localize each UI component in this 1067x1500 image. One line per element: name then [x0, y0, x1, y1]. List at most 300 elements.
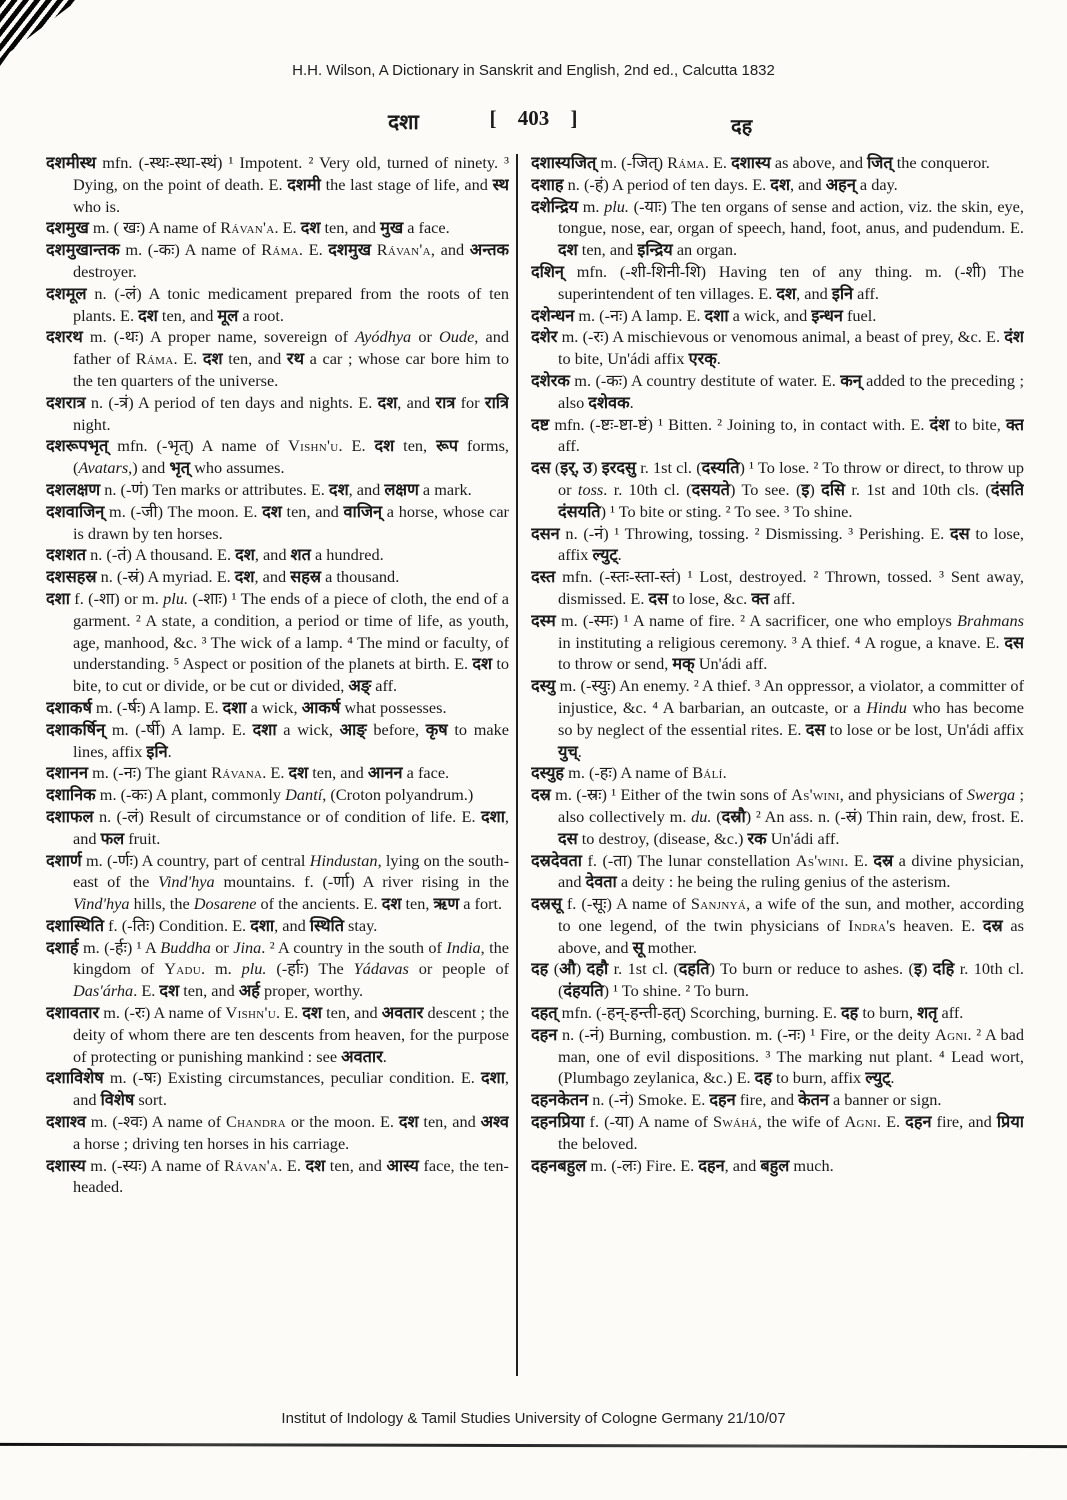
definition-text: . E. — [262, 763, 289, 783]
definition-text: . E. — [844, 850, 874, 870]
devanagari-text: दस्त — [531, 567, 556, 587]
definition-text: , the kingdom of — [73, 937, 509, 979]
dictionary-entry — [46, 544, 509, 566]
definition-text: m. (-नः) A lamp. E. — [574, 305, 705, 325]
definition-text: ) To burn or reduce to ashes. ( — [709, 959, 914, 979]
definition-text: . E. — [298, 240, 329, 260]
devanagari-text: अन्तक — [469, 240, 509, 260]
devanagari-text: फल — [100, 828, 125, 848]
definition-text: ) ¹ To shine. ² To burn. — [603, 981, 749, 1001]
devanagari-text: दशेवक — [588, 392, 630, 412]
devanagari-text: दशाविशेष — [46, 1068, 104, 1088]
definition-text: stay. — [343, 915, 378, 935]
definition-text: mountains. f. (-र्णा) A river rising in the — [214, 872, 509, 892]
definition-text: to bite, Un'ádi affix — [558, 349, 689, 369]
devanagari-text: लक्षण — [384, 479, 419, 499]
definition-text: or — [411, 327, 440, 347]
definition-text: m. (-रः) A name of — [99, 1003, 226, 1023]
definition-text: (-र्हाः) The — [266, 959, 354, 979]
definition-text: fire, and — [735, 1090, 799, 1110]
definition-text: , and — [724, 1155, 761, 1175]
definition-text: a hundred. — [310, 545, 384, 565]
definition-text: n. (-लं) Result of circumstance or of condition of life. E. — [93, 806, 481, 826]
definition-text: m. (-स्रः) ¹ Either of the twin sons of — [550, 785, 792, 805]
devanagari-text: रात्रि — [484, 392, 509, 412]
definition-text: a wick, and — [728, 305, 812, 325]
definition-text: . E. — [704, 153, 732, 172]
definition-text: ) — [921, 959, 933, 979]
definition-text: Ráma — [135, 349, 174, 369]
devanagari-text: दशमुख — [328, 240, 372, 260]
definition-text: m. (-र्षी) A lamp. E. — [105, 719, 253, 739]
definition-text: fuel. — [842, 305, 877, 325]
definition-text: Ráma — [261, 240, 299, 260]
definition-text: much. — [789, 1155, 834, 1175]
dictionary-entry — [46, 566, 509, 588]
devanagari-text: दस — [949, 523, 970, 543]
definition-text: , and — [73, 806, 509, 848]
devanagari-text: विशेष — [100, 1090, 135, 1110]
devanagari-text: दशिन् — [531, 261, 564, 281]
definition-text: a wick, — [246, 697, 302, 717]
devanagari-text: दशरात्र — [46, 392, 86, 412]
definition-text: to burn, — [858, 1003, 918, 1023]
definition-text: . — [382, 1046, 387, 1066]
definition-text: to bite, to cut or divide, or be cut or divided, — [73, 654, 509, 696]
definition-text: ,) and — [128, 458, 170, 478]
definition-text: to lose, affix — [558, 523, 1024, 565]
devanagari-text: दशाकर्षिन् — [46, 719, 106, 739]
definition-text: Ayódhya — [355, 327, 412, 347]
devanagari-text: दहन — [698, 1155, 725, 1175]
definition-text: Agni — [844, 1112, 877, 1132]
dictionary-entry — [531, 893, 1024, 958]
definition-text: who is. — [73, 196, 121, 216]
definition-text: ) — [575, 959, 587, 979]
header-catchword-right: दह — [731, 116, 753, 138]
definition-text: aff. — [769, 588, 796, 608]
devanagari-text: दस्म — [531, 610, 556, 630]
dictionary-entry — [46, 697, 509, 719]
definition-text: r. 1st cl. ( — [636, 458, 702, 478]
definition-text: n. (-णं) Ten marks or attributes. E. — [100, 479, 329, 499]
definition-text: ten, and — [325, 1155, 387, 1175]
definition-text: a divine physician, and — [558, 850, 1024, 892]
devanagari-text: दशा — [222, 697, 247, 717]
devanagari-text: दशसहस्र — [46, 567, 97, 587]
definition-text: for — [455, 392, 485, 412]
devanagari-text: दशा — [252, 719, 277, 739]
definition-text: f. (-ता) The lunar constellation — [582, 850, 796, 870]
devanagari-text: दशास्य — [46, 1155, 86, 1175]
dictionary-entry — [46, 937, 509, 1002]
definition-text: ten, and — [222, 349, 287, 369]
definition-text: to lose, &c. — [668, 588, 752, 608]
definition-text: ( — [550, 458, 561, 478]
devanagari-text: रूप — [436, 436, 458, 456]
devanagari-text: दसन — [531, 523, 560, 543]
definition-text: mfn. (-भृत्) A name of — [108, 436, 289, 456]
definition-text: Rávan'a — [376, 240, 431, 260]
page-edge-line — [0, 1443, 1067, 1448]
devanagari-text: दशशत — [46, 545, 87, 565]
definition-text: aff. — [371, 676, 398, 696]
definition-text: f. (-तिः) Condition. E. — [104, 915, 251, 935]
dictionary-entry — [531, 566, 1024, 610]
devanagari-text: दस्र — [873, 850, 894, 870]
definition-text: n. (-हं) A period of ten days. E. — [563, 174, 771, 194]
definition-text: (-शाः) ¹ The ends of a piece of cloth, the end of a garment. ² A state, a condition, a period or time of life, as youth, age, manhood, &c. ³ The wick of a lamp. ⁴ The mind or faculty, of understanding. ⁵ Aspect or position of the planets at birth. E. — [73, 588, 509, 674]
devanagari-text: दश — [328, 479, 349, 499]
definition-text: a deity : he being the ruling genius of the asterism. — [616, 872, 951, 892]
devanagari-text: भृत् — [169, 458, 191, 478]
definition-text: . — [629, 392, 634, 412]
devanagari-text: इर्, उ — [560, 458, 593, 478]
devanagari-text: दस — [805, 719, 826, 739]
definition-text: , lying on the south-east of the — [73, 850, 509, 892]
definition-text: , and father of — [73, 327, 509, 369]
devanagari-text: रथ — [286, 349, 304, 369]
definition-text: as above, and — [770, 153, 868, 172]
definition-text: to lose or be lost, Un'ádi affix — [825, 719, 1024, 739]
dictionary-entry — [531, 370, 1024, 414]
definition-text: Vishn'u — [288, 436, 339, 456]
definition-text: a thousand. — [321, 567, 400, 587]
devanagari-text: कन् — [840, 370, 862, 390]
devanagari-text: दश — [374, 436, 395, 456]
dictionary-entry — [531, 958, 1024, 1002]
definition-text: who assumes. — [190, 458, 285, 478]
definition-text: Sanjnyá — [690, 894, 747, 914]
definition-text: , and — [430, 240, 470, 260]
devanagari-text: आनन — [367, 763, 403, 783]
definition-text: fruit. — [124, 828, 161, 848]
definition-text: a day. — [855, 174, 898, 194]
definition-text: ; also collectively m. — [558, 785, 1024, 826]
definition-text: as above, and — [558, 915, 1024, 957]
definition-text: Un'ádi aff. — [694, 654, 768, 674]
devanagari-text: दष्ट — [531, 414, 550, 434]
devanagari-text: दस — [558, 828, 578, 848]
definition-text: in instituting a religious ceremony. ³ A thief. ⁴ A rogue, a knave. E. — [558, 632, 1005, 652]
devanagari-text: दंश — [1004, 327, 1024, 347]
definition-text: . m. — [201, 959, 242, 979]
dictionary-entry — [531, 261, 1024, 305]
definition-text: , and — [397, 392, 436, 412]
definition-text: , and — [254, 567, 291, 587]
dictionary-entry — [46, 435, 509, 479]
definition-text: to destroy, (disease, &c.) — [577, 828, 748, 848]
devanagari-text: दशेन्धन — [531, 305, 575, 325]
dictionary-entry — [531, 850, 1024, 894]
definition-text: m. (-र्षः) A lamp. E. — [91, 697, 223, 717]
devanagari-text: दश — [305, 1155, 326, 1175]
definition-text: Yadu — [164, 959, 202, 979]
definition-text: As'wini — [791, 785, 840, 805]
devanagari-text: अश्व — [480, 1112, 509, 1132]
devanagari-text: बहुल — [760, 1155, 790, 1175]
definition-text: m. (-नः) The giant — [88, 763, 212, 783]
definition-text: the conqueror. — [892, 153, 990, 172]
definition-text: m. (-कः) A plant, commonly — [95, 785, 286, 805]
definition-text: , and — [73, 1068, 509, 1110]
definition-text: Das'árha — [73, 981, 134, 1001]
header-catchword-left: दशा — [388, 110, 419, 134]
definition-text: ( — [711, 806, 722, 826]
devanagari-text: दस्युह — [531, 763, 565, 783]
definition-text: who has become so by neglect of the essential rites. E. — [558, 697, 1024, 739]
devanagari-text: दसयते — [691, 479, 730, 499]
devanagari-text: दशेन्द्रिय — [531, 196, 579, 216]
definition-text: the last stage of life, and — [320, 174, 493, 194]
devanagari-text: दशाह — [531, 174, 564, 194]
devanagari-text: दशास्थिति — [46, 915, 105, 935]
definition-text: Dosarene — [193, 894, 257, 914]
definition-text: mfn. (-ष्टः-ष्टा-ष्टं) ¹ Bitten. ² Joining to, in contact with. E. — [549, 414, 930, 434]
devanagari-text: दशरथ — [46, 327, 83, 347]
definition-text: . E. — [274, 218, 301, 238]
definition-text: Agni — [935, 1024, 968, 1044]
definition-text: m. (-श्वः) A name of — [85, 1112, 226, 1132]
devanagari-text: दंहयति — [563, 981, 604, 1001]
devanagari-text: दशास्यजित् — [531, 153, 597, 172]
definition-text: m. (-कः) A name of — [119, 240, 262, 260]
right-column — [531, 152, 1024, 1388]
devanagari-text: दश — [300, 218, 321, 238]
definition-text: ten, and — [577, 240, 638, 260]
definition-text: or the moon. E. — [286, 1112, 399, 1132]
definition-text: a fort. — [459, 894, 503, 914]
dictionary-entry — [531, 1111, 1024, 1155]
definition-text: Indra — [848, 915, 887, 935]
devanagari-text: रात्र — [435, 392, 456, 412]
definition-text: a banner or sign. — [828, 1090, 942, 1110]
dictionary-entry — [531, 1024, 1024, 1089]
devanagari-text: आकर्ष — [301, 697, 341, 717]
definition-text: aff. — [558, 436, 580, 456]
definition-text: ten, and — [321, 1003, 382, 1023]
dictionary-entry — [46, 915, 509, 937]
definition-text: mfn. (-शी-शिनी-शि) Having ten of any thing. m. (-शी) The superintendent of ten villages. E. — [558, 261, 1024, 303]
definition-text: 's heaven. E. — [886, 915, 983, 935]
devanagari-text: अर्ह — [238, 981, 260, 1001]
definition-text: , and — [796, 283, 832, 303]
definition-text: sort. — [134, 1090, 167, 1110]
devanagari-text: दस्र — [982, 915, 1003, 935]
definition-text: . E. — [278, 1155, 306, 1175]
devanagari-text: दंश — [929, 414, 950, 434]
definition-text: As'wini — [795, 850, 845, 870]
devanagari-text: स्थ — [492, 174, 509, 194]
devanagari-text: शत — [290, 545, 311, 565]
devanagari-text: क्त — [751, 588, 770, 608]
devanagari-text: जित् — [867, 153, 893, 172]
definition-text: Un'ádi aff. — [766, 828, 840, 848]
definition-text: , and — [790, 174, 826, 194]
devanagari-text: दश — [288, 763, 309, 783]
dictionary-entry — [531, 457, 1024, 522]
devanagari-text: दस्रसू — [531, 894, 562, 914]
definition-text: (-याः) The ten organs of sense and action, viz. the skin, eye, tongue, nose, ear, organ of speech, hand, foot, anus, and pudendum. E. — [558, 196, 1024, 238]
dictionary-entry — [531, 762, 1024, 784]
definition-text: m. (-हः) A name of — [564, 763, 693, 783]
devanagari-text: दस — [531, 458, 551, 478]
devanagari-text: आङ् — [339, 719, 367, 739]
definition-text: ten, and — [320, 218, 381, 238]
definition-text: m. (-कः) A country destitute of water. E. — [569, 370, 841, 390]
devanagari-text: मुख — [380, 218, 404, 238]
definition-text: destroyer. — [73, 261, 137, 281]
definition-text: , and — [254, 545, 291, 565]
dictionary-entry — [531, 305, 1024, 327]
definition-text: n. (-नं) ¹ Throwing, tossing. ² Dismissing. ³ Perishing. E. — [559, 523, 950, 543]
definition-text: . — [890, 1068, 895, 1088]
definition-text: to bite, — [949, 414, 1006, 434]
devanagari-text: दशानिक — [46, 785, 96, 805]
definition-text: a mark. — [418, 479, 472, 499]
dictionary-entry — [46, 501, 509, 545]
definition-text: m. (-स्मः) ¹ A name of fire. ² A sacrificer, one who employs — [555, 610, 958, 630]
definition-text: ) ¹ To lose. ² To throw or direct, to throw up or — [558, 458, 1024, 499]
devanagari-text: दशा — [250, 915, 275, 935]
devanagari-text: इनि — [146, 741, 168, 761]
devanagari-text: दशार्ण — [46, 850, 82, 870]
devanagari-text: दस्र — [531, 785, 551, 805]
devanagari-text: ऋण — [433, 894, 460, 914]
dictionary-entry — [531, 326, 1024, 370]
definition-text: forms, ( — [73, 436, 509, 478]
definition-text: a face. — [402, 763, 450, 783]
devanagari-text: दशमुख — [46, 218, 89, 238]
definition-text: what possesses. — [340, 697, 447, 717]
definition-text: a horse ; driving ten horses in his carriage. — [73, 1133, 350, 1153]
devanagari-text: दह — [841, 1003, 859, 1023]
definition-text: ten, — [394, 436, 437, 456]
dictionary-entry — [46, 239, 509, 283]
definition-text: , and — [274, 915, 310, 935]
definition-text: of the ancients. E. — [256, 894, 382, 914]
devanagari-text: शतृ — [917, 1003, 938, 1023]
devanagari-text: इन्धन — [811, 305, 843, 325]
devanagari-text: केतन — [798, 1090, 829, 1110]
definition-text: . E. — [338, 436, 375, 456]
dictionary-entry — [46, 152, 509, 217]
definition-text: r. 1st and 10th cls. ( — [845, 479, 991, 499]
devanagari-text: युच् — [558, 741, 578, 761]
definition-text: mfn. (-स्तः-स्ता-स्तं) ¹ Lost, destroyed. ² Thrown, tossed. ³ Sent away, dismissed. E. — [555, 567, 1024, 608]
devanagari-text: दशास्य — [731, 153, 771, 172]
page-number: [ 403 ] — [489, 106, 578, 130]
devanagari-text: इनि — [831, 283, 854, 303]
definition-text: Vind'hya — [73, 894, 130, 914]
definition-text: , and — [348, 479, 385, 499]
devanagari-text: इ — [801, 479, 810, 499]
devanagari-text: कृष — [425, 719, 448, 739]
devanagari-text: दशाश्व — [46, 1112, 86, 1132]
devanagari-text: दश — [302, 1003, 322, 1023]
definition-text: Swerga — [966, 785, 1016, 805]
devanagari-text: देवता — [585, 872, 617, 892]
definition-text: a face. — [403, 218, 450, 238]
devanagari-text: दश — [472, 654, 493, 674]
devanagari-text: दश — [776, 283, 797, 303]
devanagari-text: अङ् — [348, 676, 372, 696]
devanagari-text: दंसति दंसयति — [558, 479, 1024, 521]
definition-text: Rávan'a — [220, 218, 275, 238]
devanagari-text: मूल — [217, 305, 239, 325]
definition-text: Yádavas — [353, 959, 409, 979]
devanagari-text: दशमीस्थ — [46, 153, 97, 172]
devanagari-text: दशेरक — [531, 370, 570, 390]
definition-text: , a wife of the sun, and mother, according to one legend, of the twin physicians of — [558, 894, 1024, 935]
devanagari-text: दश — [138, 305, 158, 325]
devanagari-text: दहि — [932, 959, 955, 979]
dictionary-entry — [46, 588, 509, 697]
definition-text: . E. — [275, 1003, 303, 1023]
definition-text: Brahmans — [957, 610, 1024, 630]
definition-text: India — [446, 937, 481, 957]
devanagari-text: दश — [381, 894, 402, 914]
definition-text: a car ; whose car bore him to the ten quarters of the universe. — [73, 349, 509, 390]
dictionary-entry — [531, 174, 1024, 196]
definition-text: Chandra — [226, 1112, 287, 1132]
definition-text: to make lines, affix — [73, 719, 509, 761]
devanagari-text: दशमुखान्तक — [46, 240, 120, 260]
devanagari-text: दश — [377, 392, 398, 412]
definition-text: proper, worthy. — [259, 981, 364, 1001]
dictionary-entry — [46, 762, 509, 784]
definition-text: or people of — [408, 959, 509, 979]
definition-text: ten, and — [157, 305, 218, 325]
devanagari-text: स्थिति — [309, 915, 344, 935]
devanagari-text: अवतार — [381, 1003, 424, 1023]
devanagari-text: दहनप्रिया — [531, 1112, 585, 1132]
devanagari-text: प्रिया — [996, 1112, 1024, 1132]
devanagari-text: एरक् — [688, 349, 717, 369]
devanagari-text: दस्यु — [531, 676, 556, 696]
definition-text: m. (-जी) The moon. E. — [104, 501, 263, 521]
dictionary-entry — [46, 283, 509, 327]
definition-text: Avatars — [78, 458, 129, 478]
definition-text: ten, and — [281, 501, 344, 521]
page-header — [0, 106, 1067, 148]
definition-text: m. (-र्णः) A country, part of central — [81, 850, 310, 870]
dictionary-entry — [46, 479, 509, 501]
devanagari-text: दश — [398, 1112, 419, 1132]
definition-text: to burn, affix — [771, 1068, 866, 1088]
devanagari-text: दशेर — [531, 327, 558, 347]
definition-text: n. (-तं) A thousand. E. — [86, 545, 236, 565]
dictionary-entry — [46, 719, 509, 763]
definition-text: du. — [691, 806, 712, 826]
definition-text: ) — [809, 479, 822, 499]
devanagari-text: रक — [747, 828, 767, 848]
devanagari-text: दस्रदेवता — [531, 850, 583, 870]
dictionary-entry — [531, 1002, 1024, 1024]
devanagari-text: वाजिन् — [343, 501, 383, 521]
definition-text: ) ² An ass. n. (-स्रं) Thin rain, dew, frost. E. — [745, 806, 1024, 826]
dictionary-entry — [531, 414, 1024, 458]
definition-text: r. 1st cl. ( — [608, 959, 679, 979]
left-column — [46, 152, 509, 1388]
dictionary-entry — [531, 523, 1024, 567]
definition-text: the beloved. — [558, 1133, 638, 1153]
definition-text: Rávan'a — [224, 1155, 279, 1175]
dictionary-entry — [531, 675, 1024, 762]
definition-text: Ráma — [667, 153, 705, 172]
definition-text: m. (-स्यः) A name of — [85, 1155, 225, 1175]
devanagari-text: दहति — [678, 959, 710, 979]
